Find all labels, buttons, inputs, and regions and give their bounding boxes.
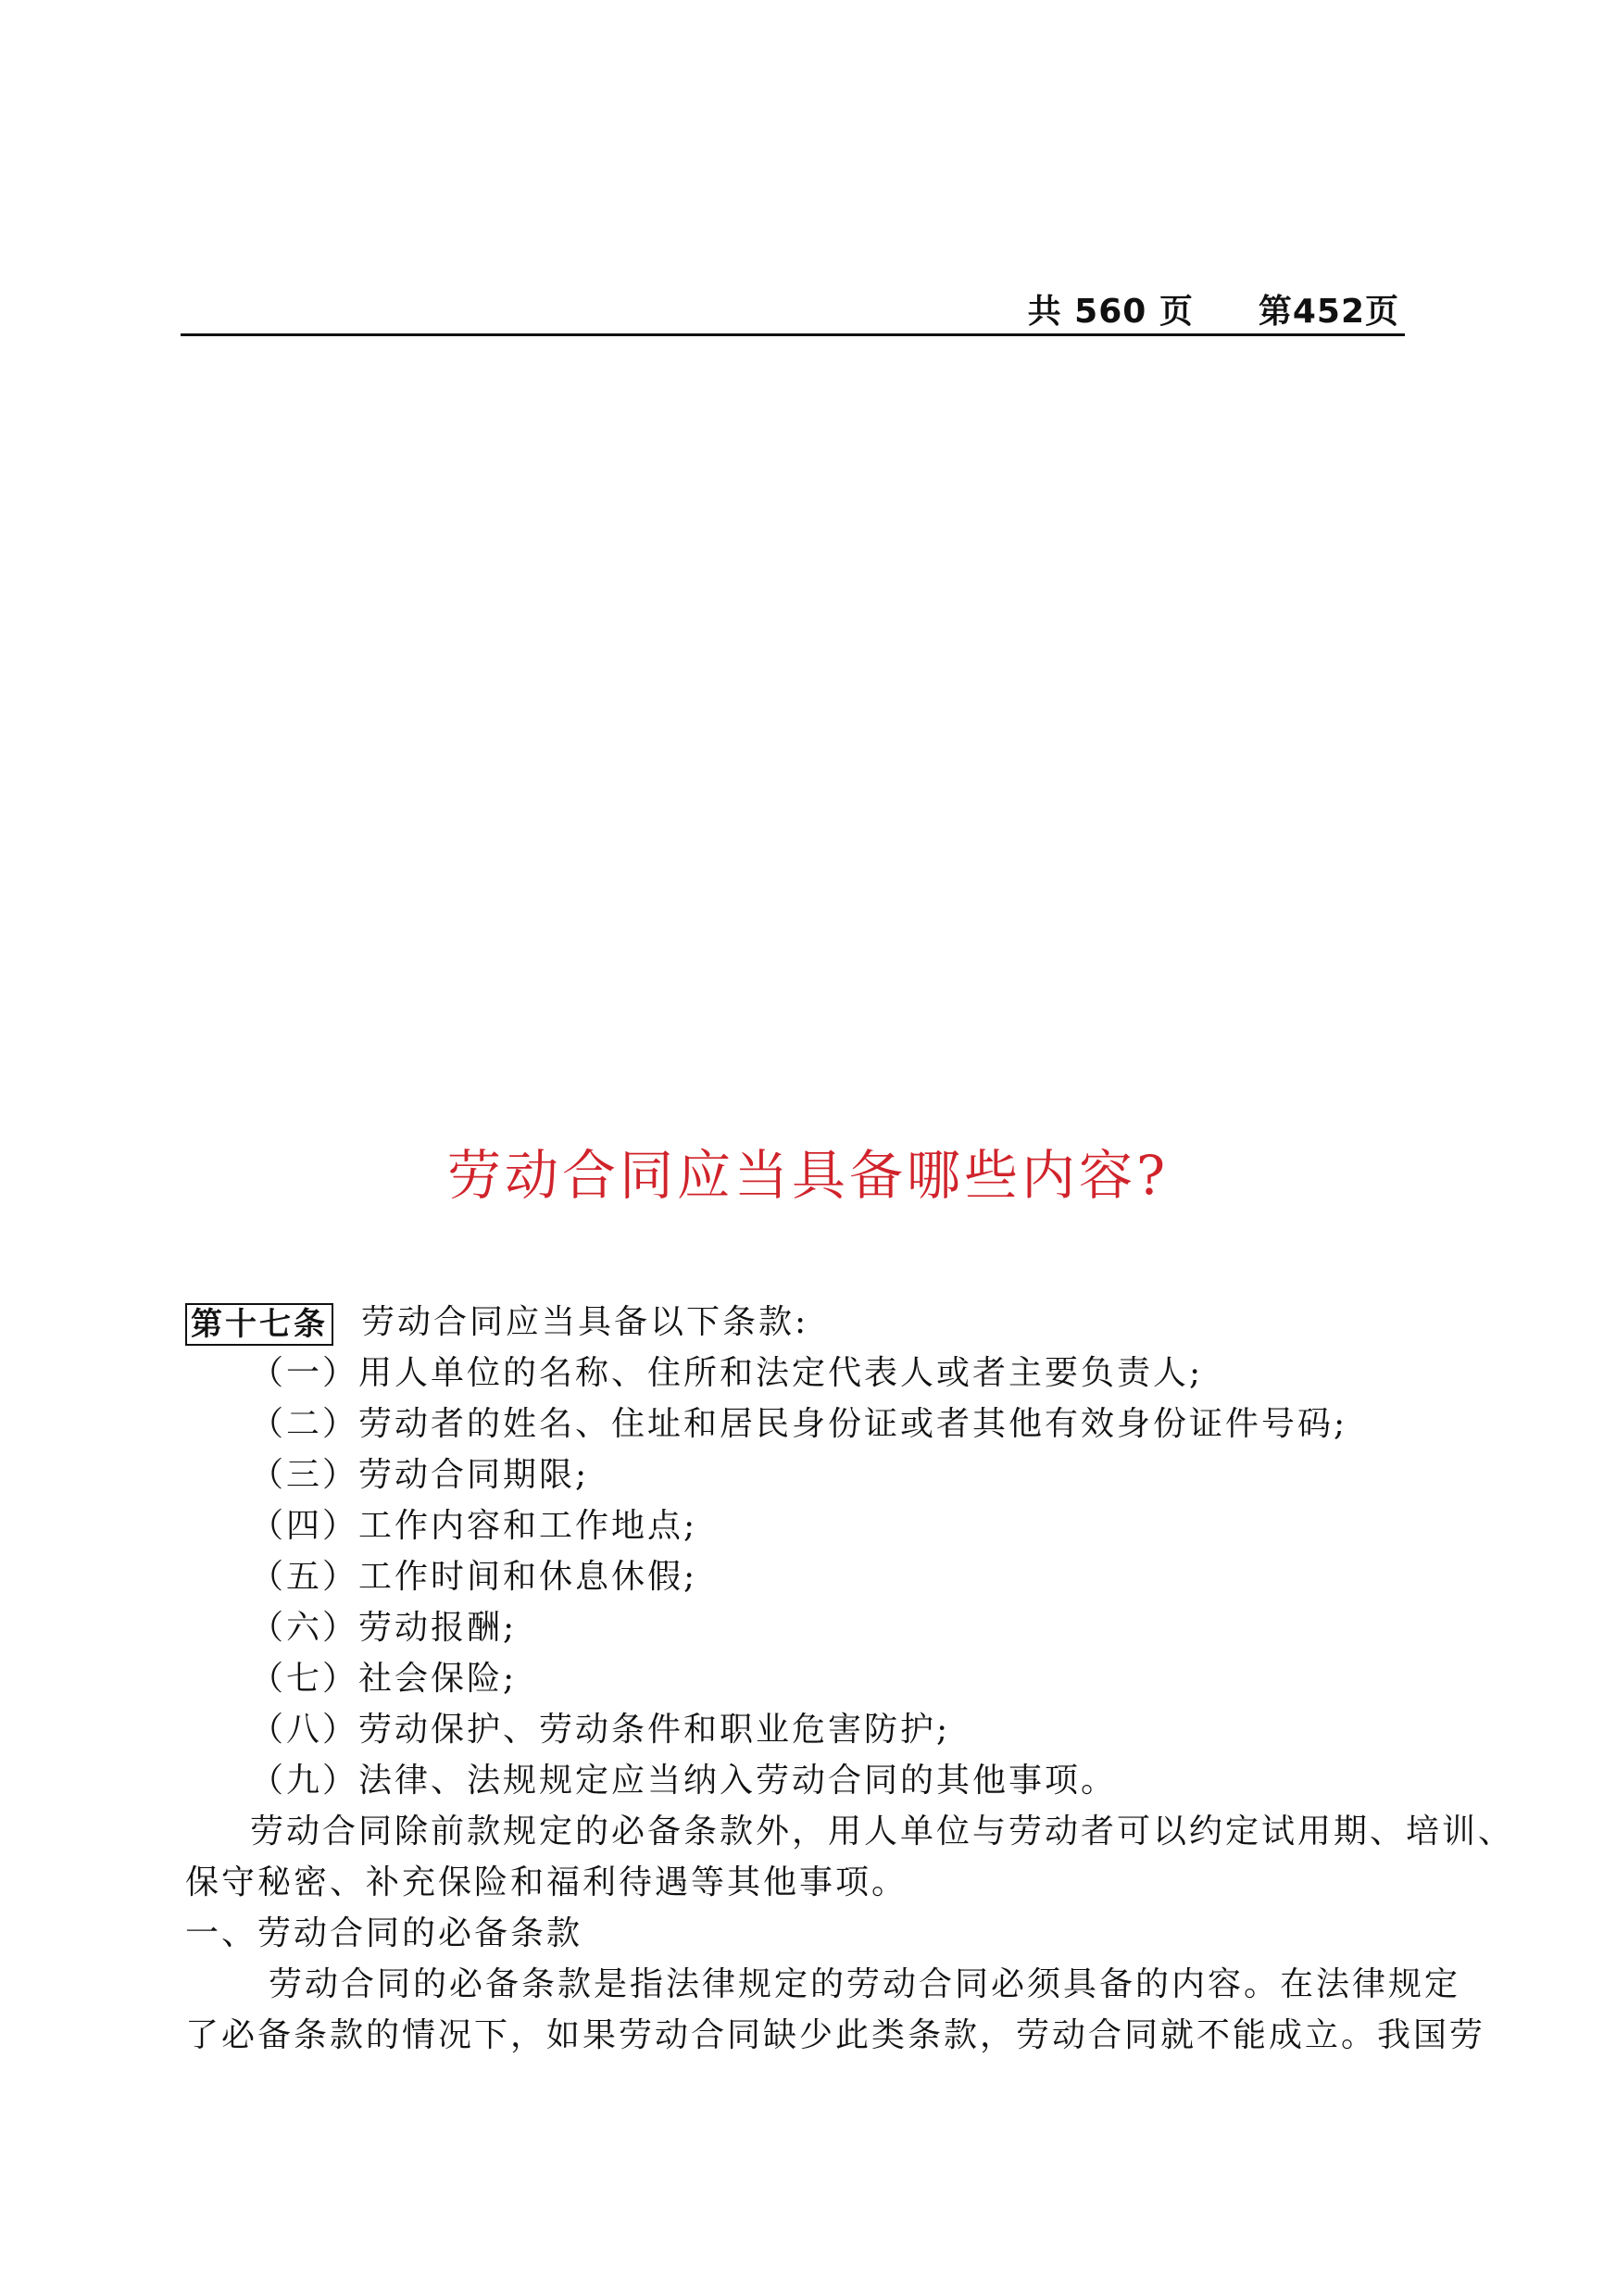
page-title: 劳动合同应当具备哪些内容? xyxy=(446,1144,1170,1207)
document-body xyxy=(185,1297,1515,2061)
section-heading: 一、劳动合同的必备条款 xyxy=(185,1914,583,1952)
list-item: （三）劳动合同期限; xyxy=(250,1456,590,1494)
article-paragraph-line: 劳动合同除前款规定的必备条款外，用人单位与劳动者可以约定试用期、培训、 xyxy=(250,1813,1515,1851)
page-count xyxy=(1028,285,1399,332)
total-pages: 共 560 页 xyxy=(1027,293,1194,331)
list-item: （四）工作内容和工作地点; xyxy=(250,1507,698,1545)
list-item: （二）劳动者的姓名、住址和居民身份证或者其他有效身份证件号码; xyxy=(250,1405,1348,1443)
list-item: （九）法律、法规规定应当纳入劳动合同的其他事项。 xyxy=(250,1762,1118,1800)
section-text-line: 劳动合同的必备条款是指法律规定的劳动合同必须具备的内容。在法律规定 xyxy=(269,1965,1461,2003)
article-intro-line xyxy=(185,1297,1435,1348)
list-item: （一）用人单位的名称、住所和法定代表人或者主要负责人; xyxy=(250,1354,1204,1392)
list-item: （七）社会保险; xyxy=(250,1660,518,1698)
current-page: 第452页 xyxy=(1258,293,1399,331)
list-item: （六）劳动报酬; xyxy=(250,1609,518,1647)
page-header xyxy=(181,274,1405,336)
list-item: （八）劳动保护、劳动条件和职业危害防护; xyxy=(250,1711,951,1749)
article-paragraph-line: 保守秘密、补充保险和福利待遇等其他事项。 xyxy=(185,1863,908,1901)
section-text-line: 了必备条款的情况下，如果劳动合同缺少此类条款，劳动合同就不能成立。我国劳 xyxy=(185,2016,1486,2054)
list-item: （五）工作时间和休息休假; xyxy=(250,1558,698,1596)
article-label: 第十七条 xyxy=(185,1303,333,1346)
article-intro: 劳动合同应当具备以下条款: xyxy=(361,1303,809,1341)
